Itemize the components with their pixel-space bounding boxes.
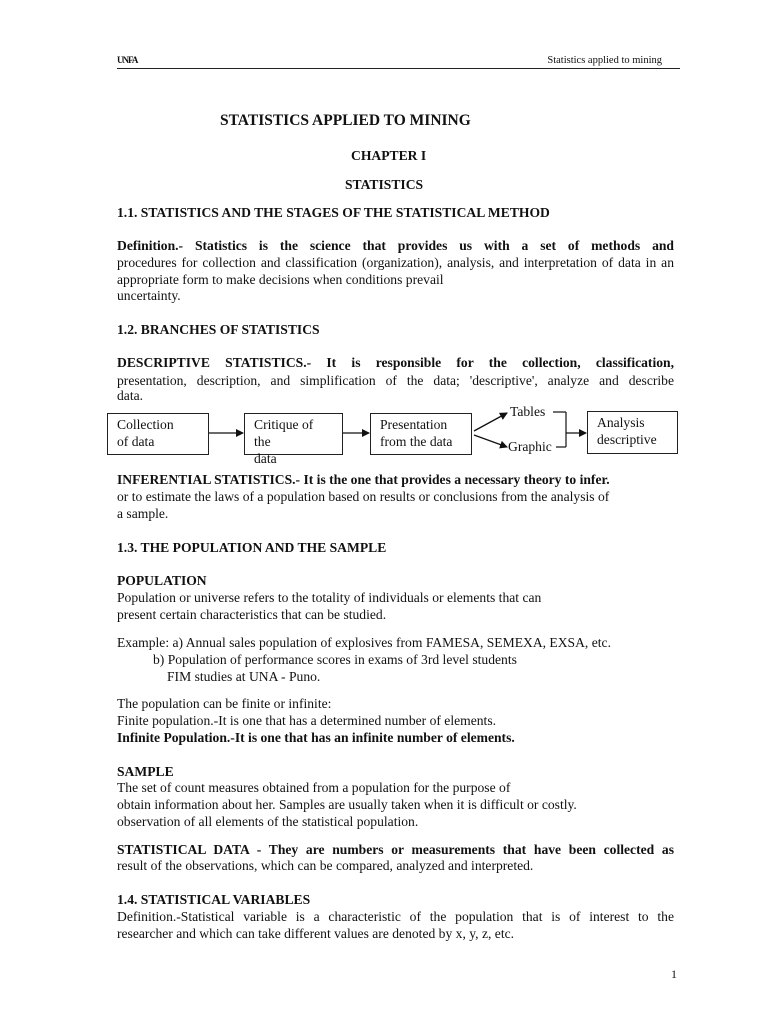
header-logo: UNFA <box>117 55 138 65</box>
statistical-data-lead <box>117 841 674 858</box>
section-1-4-heading: 1.4. STATISTICAL VARIABLES <box>117 892 311 907</box>
diagram-branch-tables: Tables <box>510 404 546 419</box>
section-1-1-heading: 1.1. STATISTICS AND THE STAGES OF THE STATISTICAL METHOD <box>117 205 550 220</box>
sample-line2: obtain information about her. Samples are usually taken when it is difficult or costly. <box>117 797 577 812</box>
descriptive-line3: data. <box>117 388 144 403</box>
box-analysis-line1: Analysis <box>597 415 645 430</box>
variables-definition-line2: researcher and which can take different values are denoted by x, y, z, etc. <box>117 926 515 941</box>
sample-line1: The set of count measures obtained from a population for the purpose of <box>117 780 511 795</box>
diagram-box-critique <box>244 413 343 466</box>
population-line1: Population or universe refers to the totality of individuals or elements that can <box>117 590 542 605</box>
population-line2: present certain characteristics that can be studied. <box>117 607 387 622</box>
chapter-number: CHAPTER I <box>351 148 427 163</box>
page-number: 1 <box>671 967 677 981</box>
inferential-line2: or to estimate the laws of a population based on results or conclusions from the analysis of <box>117 489 610 504</box>
running-title: Statistics applied to mining <box>547 55 662 66</box>
box-collection-line1: Collection <box>117 417 174 432</box>
diagram-box-analysis <box>587 411 678 454</box>
definition-lead-text: Definition.- Statistics is the science that provides us with a set of methods and <box>117 238 674 253</box>
inferential-line3: a sample. <box>117 506 169 521</box>
box-presentation-line2: from the data <box>380 434 453 449</box>
definition-lead <box>117 237 674 254</box>
statistical-data-lead-text: STATISTICAL DATA - They are numbers or measurements that have been collected as <box>117 842 674 857</box>
box-collection-line2: of data <box>117 434 155 449</box>
statistical-data-line2: result of the observations, which can be compared, analyzed and interpreted. <box>117 858 534 873</box>
diagram-box-presentation <box>370 413 472 455</box>
inferential-lead: INFERENTIAL STATISTICS.- It is the one that provides a necessary theory to infer. <box>117 472 610 487</box>
page-header <box>117 54 680 69</box>
finite-infinite-intro: The population can be finite or infinite: <box>117 696 332 711</box>
sample-line3: observation of all elements of the statistical population. <box>117 814 419 829</box>
sample-heading: SAMPLE <box>117 764 174 779</box>
descriptive-line2: presentation, description, and simplification of the data; 'descriptive', analyze and describe <box>117 373 674 388</box>
infinite-population: Infinite Population.-It is one that has an infinite number of elements. <box>117 730 515 745</box>
descriptive-lead <box>117 354 674 371</box>
example-b-continued: FIM studies at UNA - Puno. <box>167 669 321 684</box>
example-b: b) Population of performance scores in exams of 3rd level students <box>153 652 517 667</box>
finite-population: Finite population.-It is one that has a determined number of elements. <box>117 713 497 728</box>
diagram-branch-graphic: Graphic <box>508 439 552 454</box>
box-presentation-line1: Presentation <box>380 417 448 432</box>
descriptive-lead-text: DESCRIPTIVE STATISTICS.- It is responsible for the collection, classification, <box>117 355 674 370</box>
example-a: Example: a) Annual sales population of explosives from FAMESA, SEMEXA, EXSA, etc. <box>117 635 611 650</box>
document-title: STATISTICS APPLIED TO MINING <box>220 112 471 129</box>
box-analysis-line2: descriptive <box>597 432 657 447</box>
definition-last-line: uncertainty. <box>117 288 181 303</box>
box-critique-line2: data <box>254 451 277 466</box>
population-heading: POPULATION <box>117 573 207 588</box>
section-1-3-heading: 1.3. THE POPULATION AND THE SAMPLE <box>117 540 387 555</box>
chapter-title: STATISTICS <box>345 177 424 192</box>
diagram-box-collection <box>107 413 209 455</box>
definition-body: procedures for collection and classification (organization), analysis, and interpretation of data in an appropriate form to make decisions when conditions prevail <box>117 255 674 287</box>
section-1-2-heading: 1.2. BRANCHES OF STATISTICS <box>117 322 320 337</box>
box-critique-line1: Critique of the <box>254 417 314 449</box>
variables-definition-line1: Definition.-Statistical variable is a characteristic of the population that is of interest to the <box>117 909 674 924</box>
